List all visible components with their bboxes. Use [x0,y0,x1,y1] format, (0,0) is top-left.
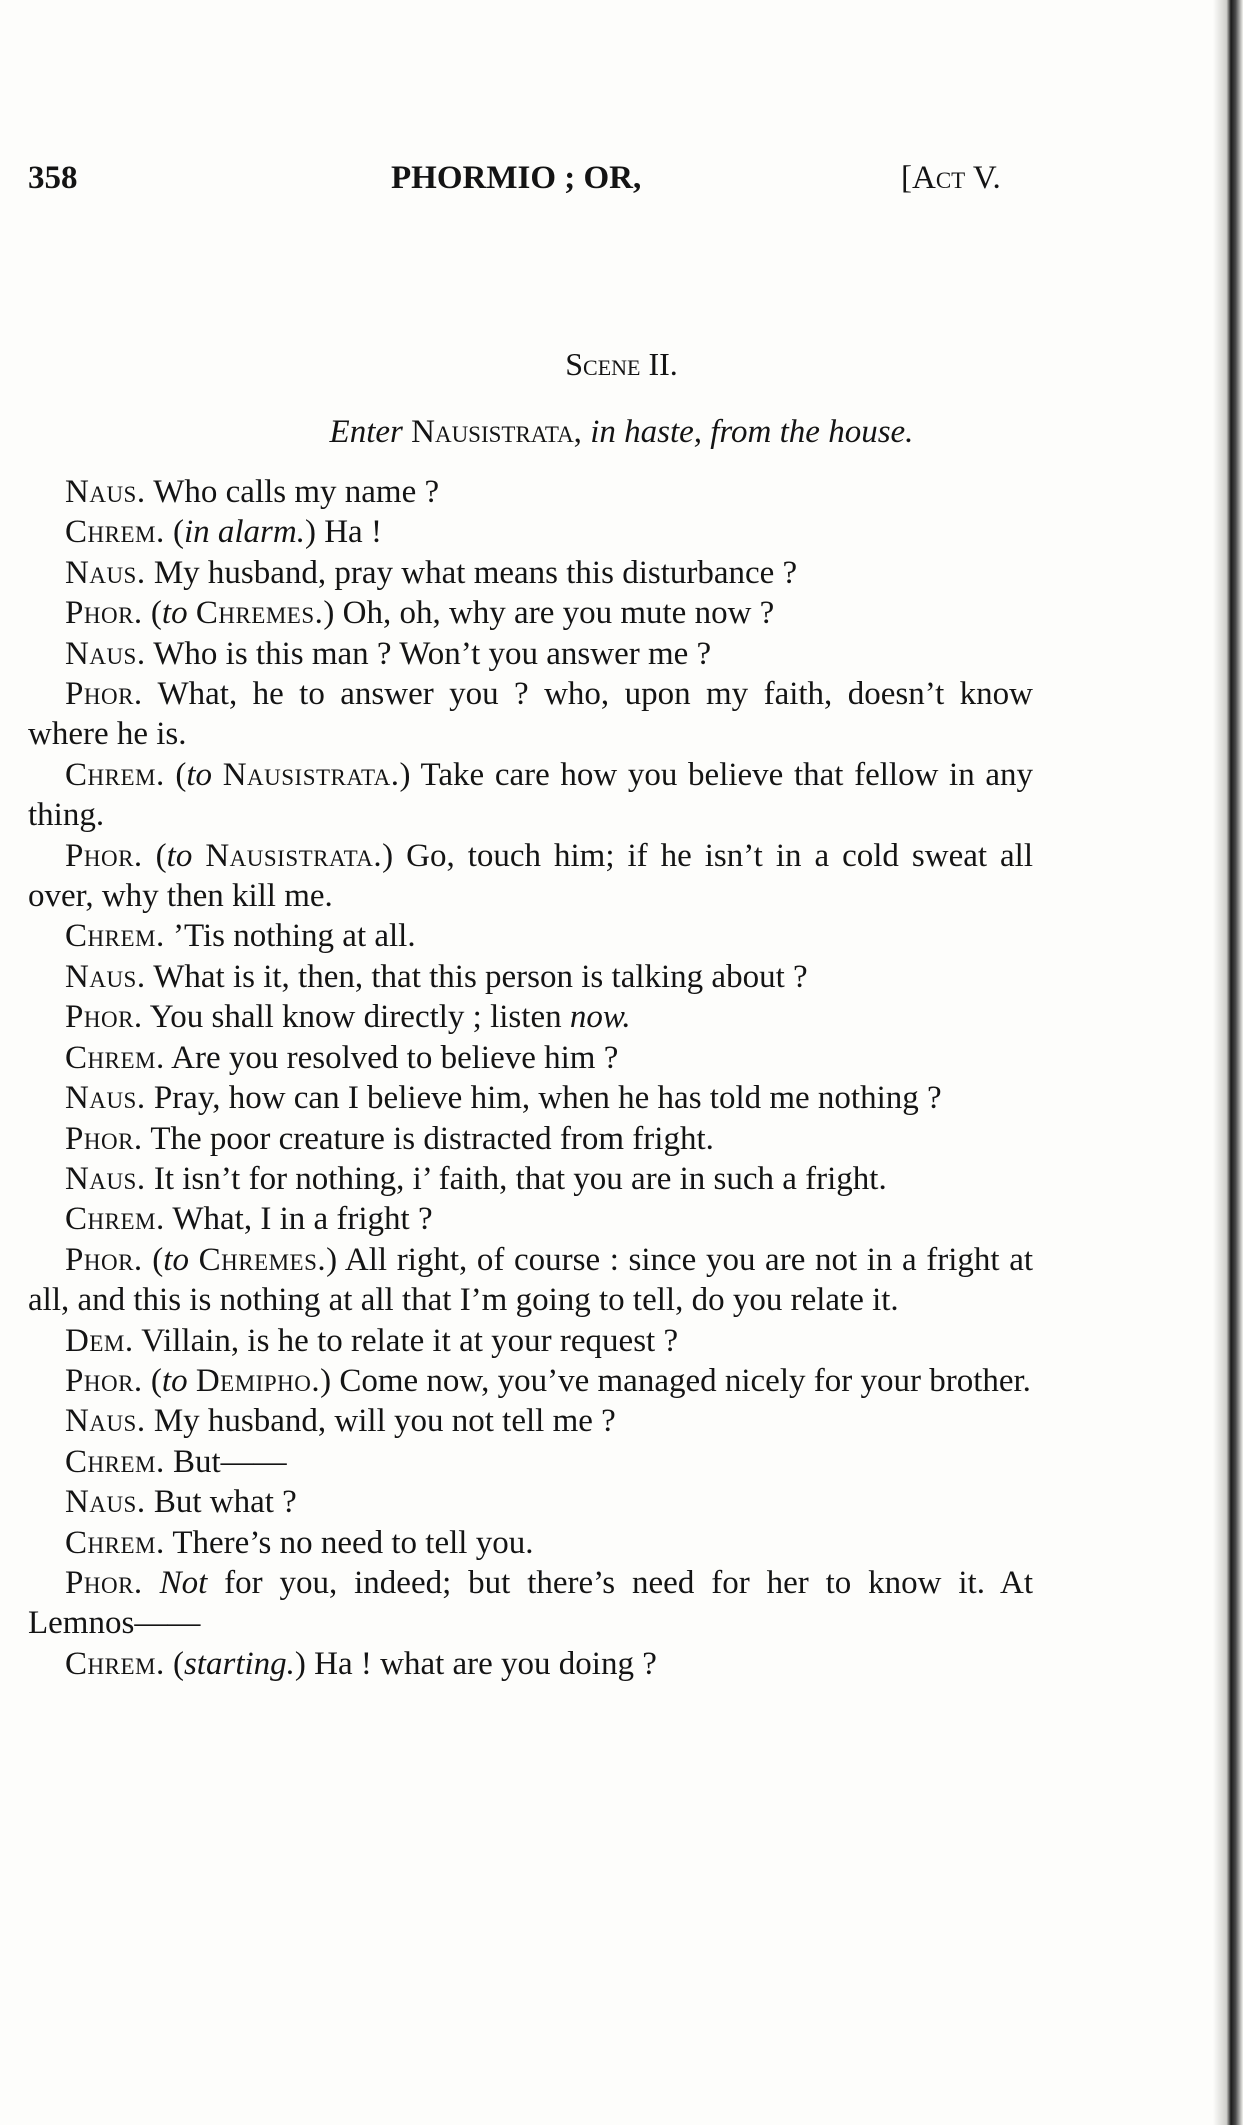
speech-paragraph [28,512,1033,552]
speech-text: Villain, is he to relate it at your request ? [141,1322,679,1359]
speech-paragraph [28,1199,1033,1239]
speaker-name: Naus. [65,554,146,591]
speaker-name: Chrem. [65,1039,165,1076]
speech-text: My husband, will you not tell me ? [153,1403,616,1440]
speech-text [188,595,196,631]
stage-direction [0,414,1243,451]
speech-paragraph [28,1038,1033,1078]
speaker-name: Chrem. [65,514,165,551]
italic-text: starting. [183,1645,295,1682]
speech-paragraph [28,1361,1033,1401]
speech-paragraph [28,472,1033,512]
speech-text: ( [152,1241,164,1278]
speech-text: There’s no need to tell you. [172,1524,534,1561]
speech-text: ( [172,514,184,551]
italic-text: to [186,756,213,793]
speech-text: ) All right, of course : since you are not in a fright at all, and this is nothing at all that I’m going to tell, do you relate it. [28,1241,1034,1319]
stage-direction-rest: in haste, from the house. [590,414,914,450]
speech-paragraph [28,1401,1033,1441]
speech-paragraph [28,553,1033,593]
speech-paragraph [28,634,1033,674]
italic-text: now. [569,999,631,1036]
speech-text: ) Oh, oh, why are you mute now ? [323,595,775,632]
speech-paragraph [28,1321,1033,1361]
speech-text: ( [150,1362,162,1399]
speech-text [212,757,223,793]
speech-text: The poor creature is distracted from fright. [150,1120,714,1157]
character-name: Chremes. [198,1241,327,1278]
speaker-name: Phor. [65,595,143,632]
speech-text: ( [175,756,187,793]
stage-direction-enter: Enter [329,414,403,450]
character-name: Nausistrata. [222,756,400,793]
character-name: Nausistrata. [205,837,383,874]
speech-paragraph [28,997,1033,1037]
italic-text: in alarm. [183,514,305,551]
speech-paragraph [28,916,1033,956]
act-label: [Act V. [901,160,1001,196]
speaker-name: Dem. [65,1322,134,1359]
italic-text: Not [159,1564,208,1601]
speech-text: But what ? [153,1484,297,1521]
italic-text: to [161,595,188,632]
speech-text: ) Ha ! what are you doing ? [294,1645,657,1682]
scene-title: Scene II. [565,346,678,382]
running-head [28,160,1028,204]
speech-text [192,838,205,874]
speaker-name: Chrem. [65,1443,165,1480]
speaker-name: Phor. [65,837,143,874]
speech-text [189,1242,199,1278]
speech-text: ) Take care how you believe that fellow in any thing. [28,756,1034,834]
speaker-name: Naus. [65,1160,146,1197]
speech-text: But—— [172,1443,287,1480]
speech-paragraph [28,957,1033,997]
speech-text: What, I in a fright ? [172,1201,433,1238]
speaker-name: Phor. [65,1241,143,1278]
speech-text: ) Come now, you’ve managed nicely for your brother. [320,1362,1031,1399]
speech-text: It isn’t for nothing, i’ faith, that you are in such a fright. [153,1160,887,1197]
speech-text: for you, indeed; but there’s need for her to know it. At Lemnos—— [28,1564,1034,1642]
speech-text: Who calls my name ? [153,474,440,510]
speaker-name: Chrem. [65,756,165,793]
running-title: PHORMIO ; OR, [391,160,642,196]
speech-paragraph [28,1523,1033,1563]
italic-text: to [166,837,193,874]
speech-text: My husband, pray what means this disturbance ? [153,554,798,591]
character-name: Chremes. [195,595,324,632]
speech-paragraph [28,1159,1033,1199]
speaker-name: Naus. [65,1484,146,1521]
speech-paragraph [28,593,1033,633]
character-name: Demipho. [195,1362,321,1399]
italic-text: to [163,1241,189,1278]
speaker-name: Naus. [65,1403,146,1440]
speech-text: You shall know directly ; listen [149,999,570,1036]
speaker-name: Phor. [65,1564,143,1601]
speaker-name: Naus. [65,958,146,995]
speaker-name: Naus. [65,635,146,672]
stage-direction-character: Nausistrata, [411,414,582,450]
speech-text: ) Go, touch him; if he isn’t in a cold sweat all over, why then kill me. [28,837,1034,915]
speech-text: Who is this man ? Won’t you answer me ? [153,635,712,672]
speaker-name: Phor. [65,1120,143,1157]
speech-paragraph [28,755,1033,836]
dialogue-block [28,472,1033,1684]
speech-text: What is it, then, that this person is talking about ? [153,958,808,995]
speech-paragraph [28,674,1033,755]
speaker-name: Chrem. [65,918,165,955]
speech-text: Pray, how can I believe him, when he has told me nothing ? [153,1080,942,1117]
speech-text: ( [150,595,162,632]
speaker-name: Phor. [65,1362,143,1399]
speaker-name: Phor. [65,999,143,1036]
speech-paragraph [28,1442,1033,1482]
speech-paragraph [28,1482,1033,1522]
speech-paragraph [28,1119,1033,1159]
speech-paragraph [28,1240,1033,1321]
speech-paragraph [28,1563,1033,1644]
speaker-name: Naus. [65,1080,146,1117]
speech-text: ( [172,1645,184,1682]
speech-paragraph [28,1644,1033,1684]
speech-text: What, he to answer you ? who, upon my faith, doesn’t know where he is. [28,676,1033,753]
book-binding-edge [1213,0,1243,2125]
italic-text: to [161,1362,188,1399]
speech-text: ( [155,837,167,874]
speech-text: ) Ha ! [304,514,382,551]
speech-paragraph [28,1078,1033,1118]
speech-text: ’Tis nothing at all. [172,918,416,955]
page-number: 358 [28,160,78,196]
speaker-name: Chrem. [65,1645,165,1682]
speaker-name: Phor. [65,676,143,713]
speaker-name: Chrem. [65,1524,165,1561]
speaker-name: Naus. [65,474,146,510]
speech-text [188,1363,196,1399]
speech-paragraph [28,836,1033,917]
speech-text: Are you resolved to believe him ? [171,1039,619,1076]
speaker-name: Chrem. [65,1201,165,1238]
